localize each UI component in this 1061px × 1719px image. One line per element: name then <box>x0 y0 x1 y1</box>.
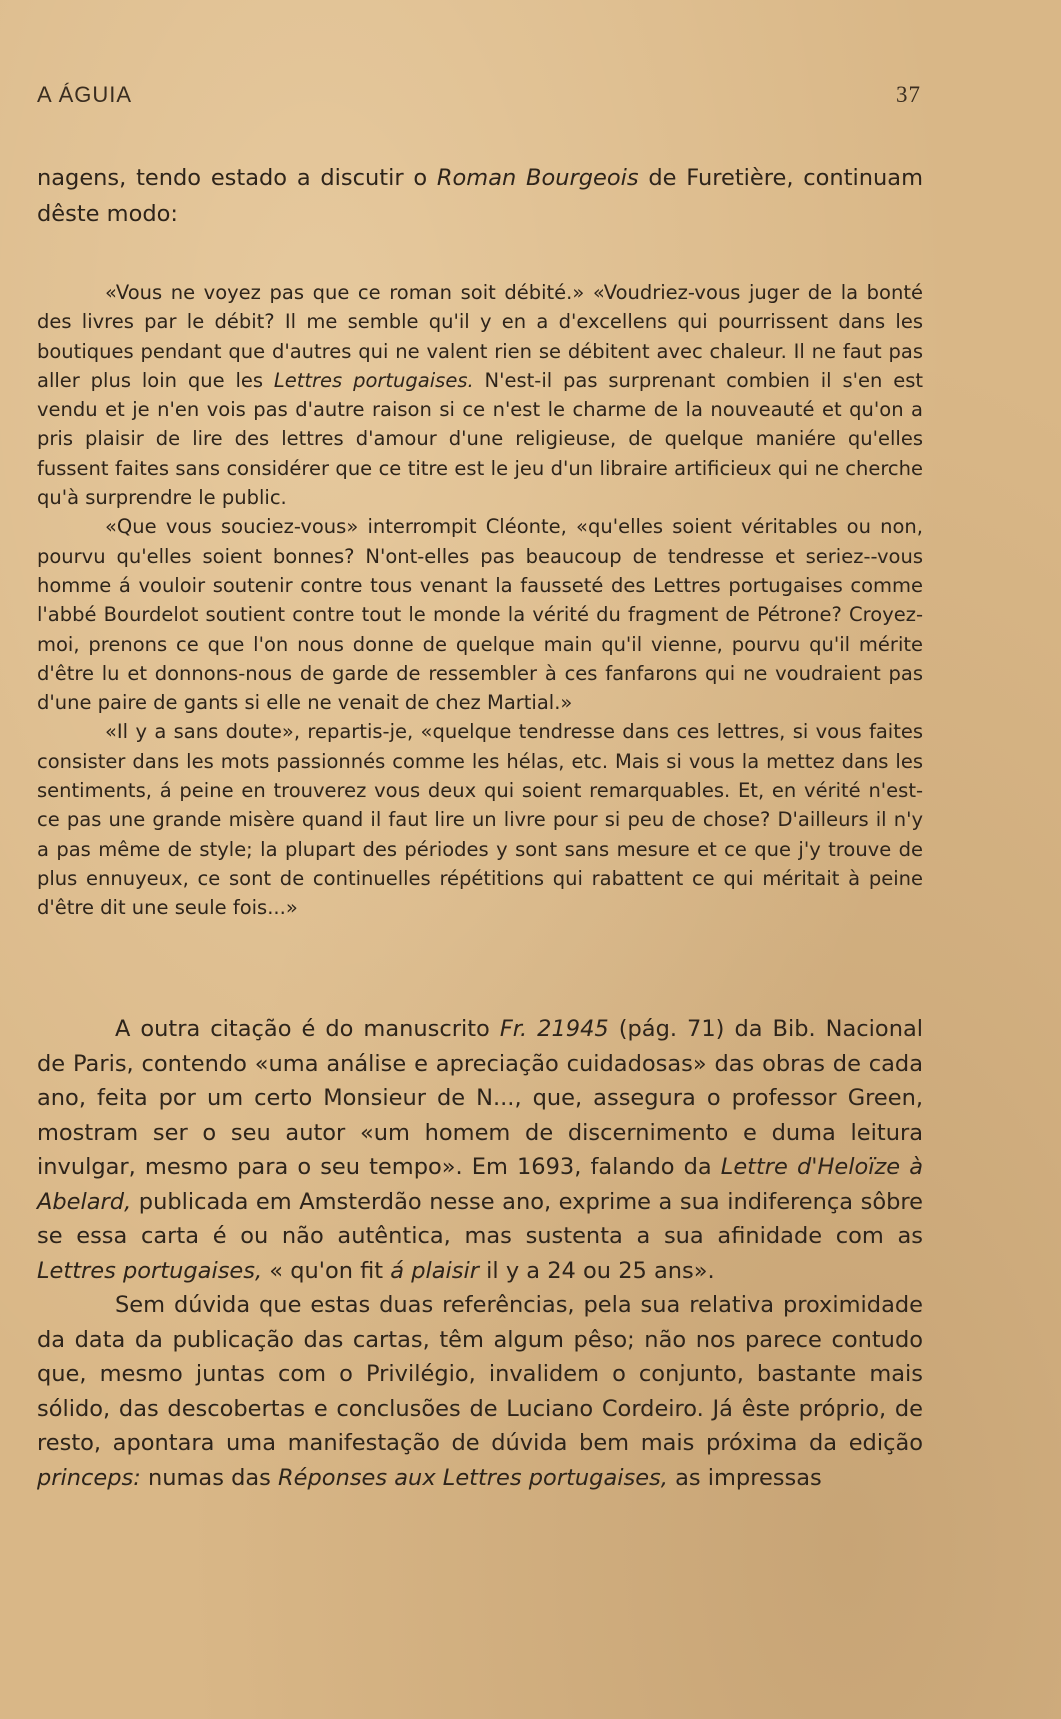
quote-paragraph <box>37 512 923 717</box>
text-run: «Que vous souciez-vous» interrompit Cléonte, «qu'elles soient véritables ou non, pourvu qu'elles soient bonnes? N'ont-elles pas beaucoup de tendresse et seriez--vous homme á vouloir soutenir contre tous venant la fausseté des Lettres portugaises comme l'abbé Bourdelot soutient contre tout le monde la vérité du fragment de Pétrone? Croyez-moi, prenons ce que l'on nous donne de quelque main qu'il vienne, pourvu qu'il mérite d'être lu et donnons-nous de garde de ressembler à ces fanfarons qui ne voudraient pas d'une paire de gants si elle ne venait de chez Martial.» <box>37 515 923 715</box>
text-run: publicada em Amsterdão nesse ano, exprime a sua indiferença sôbre se essa carta é ou não autêntica, mas sustenta a sua afinidade com as <box>37 1188 923 1249</box>
text-run: il y a 24 ou 25 ans». <box>479 1257 715 1284</box>
text-run: de Furetière, continuam dêste modo: <box>37 165 923 227</box>
quote-paragraph <box>37 717 923 922</box>
intro-paragraph <box>37 160 923 232</box>
journal-title: A ÁGUIA <box>37 82 133 107</box>
running-head <box>37 82 921 108</box>
paragraph <box>37 160 923 232</box>
italic-run: á plaisir <box>390 1257 480 1284</box>
text-run: as impressas <box>667 1464 822 1491</box>
italic-run: Lettre d'Heloïze à Abelard, <box>37 1154 924 1215</box>
text-run: A outra citação é do manuscrito <box>115 1016 500 1042</box>
text-run: «Vous ne voyez pas que ce roman soit débité.» «Voudriez-vous juger de la bonté des livres par le débit? Il me semble qu'il y en a d'excellens qui pourrissent dans les boutiques pendant que d'autres qui ne valent rien se débitent avec chaleur. Il ne faut pas aller plus loin que les <box>37 281 923 392</box>
page-number: 37 <box>896 82 921 107</box>
body-paragraph <box>37 1012 923 1288</box>
quote-paragraph <box>37 278 923 512</box>
italic-run: Lettres portugaises. <box>273 368 474 392</box>
text-run: (pág. 71) da Bib. Nacional de Paris, contendo «uma análise e apreciação cuidadosas» das obras de cada ano, feita por um certo Monsieur de N..., que, assegura o professor Green, mostram ser o seu autor «um homem de discernimento e duma leitura invulgar, mesmo para o seu tempo». Em 1693, falando da <box>37 1016 923 1180</box>
italic-run: princeps: <box>37 1464 141 1491</box>
text-run: « qu'on fit <box>262 1257 391 1284</box>
text-run: nagens, tendo estado a discutir o <box>37 165 437 191</box>
italic-run: Lettres portugaises, <box>37 1257 263 1284</box>
text-run: «Il y a sans doute», repartis-je, «quelque tendresse dans ces lettres, si vous faites consister dans les mots passionnés comme les hélas, etc. Mais si vous la mettez dans les sentiments, á peine en trouverez vous deux qui soient remarquables. Et, en vérité n'est-ce pas une grande misère quand il faut lire un livre pour si peu de chose? D'ailleurs il n'y a pas même de style; la plupart des périodes y sont sans mesure et ce que j'y trouve de plus ennuyeux, ce sont de continuelles répétitions qui rabattent ce qui méritait à peine d'être dit une seule fois...» <box>37 720 923 920</box>
french-quotation <box>37 278 923 923</box>
text-run: numas das <box>140 1464 279 1491</box>
italic-run: Réponses aux Lettres portugaises, <box>278 1464 668 1491</box>
italic-run: Fr. 21945 <box>499 1016 609 1042</box>
text-run: N'est-il pas surprenant combien il s'en est vendu et je n'en vois pas d'autre raison si ce n'est le charme de la nouveauté et qu'on a pris plaisir de lire des lettres d'amour d'une religieuse, de quelque maniére qu'elles fussent faites sans considérer que ce titre est le jeu d'un libraire artificieux qui ne cherche qu'à surprendre le public. <box>37 368 923 510</box>
italic-run: Roman Bourgeois <box>436 165 639 191</box>
body-paragraph <box>37 1288 923 1495</box>
text-run: Sem dúvida que estas duas referências, pela sua relativa proximidade da data da publicação das cartas, têm algum pêso; não nos parece contudo que, mesmo juntas com o Privilégio, invalidem o conjunto, bastante mais sólido, das descobertas e conclusões de Luciano Cordeiro. Já êste próprio, de resto, apontara uma manifestação de dúvida bem mais próxima da edição <box>37 1292 923 1456</box>
body-text <box>37 1012 923 1495</box>
